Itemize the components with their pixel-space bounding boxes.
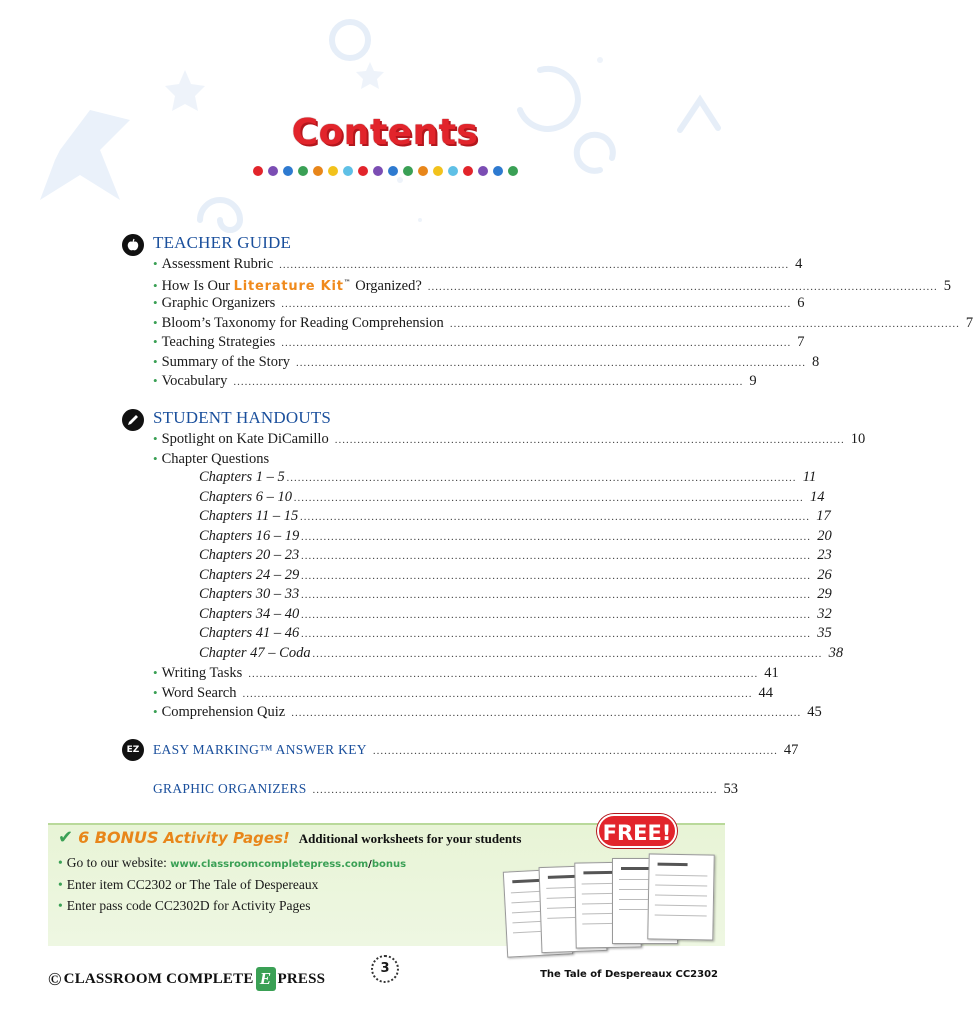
dot-leader: ............................................................................................................ — [312, 784, 718, 796]
toc-label: Teaching Strategies — [161, 334, 276, 350]
toc-label: Chapters 20 – 23 — [199, 547, 300, 563]
bullet: • — [153, 353, 158, 369]
toc-label: Chapters 11 – 15 — [199, 508, 299, 524]
toc-page: 35 — [817, 625, 832, 641]
decorative-dot — [343, 166, 353, 176]
toc-entry-chapter[interactable] — [199, 566, 832, 586]
toc-page: 38 — [828, 644, 844, 661]
publisher-logo-icon: E — [256, 967, 276, 991]
toc-page: 32 — [817, 605, 832, 622]
bonus-count: 6 BONUS — [78, 828, 159, 847]
toc-page: 5 — [943, 277, 952, 294]
toc-label: Chapter Questions — [161, 450, 270, 467]
dot-leader: ........................................................................................................................................ — [301, 589, 812, 601]
decorative-dot — [268, 166, 278, 176]
ez-icon: EZ — [122, 739, 144, 761]
dot-leader: ........................................................................................................................................ — [281, 337, 792, 349]
dot-leader: ........................................................................................................................................ — [291, 707, 802, 719]
pencil-icon — [122, 409, 144, 431]
toc-page: 8 — [812, 353, 820, 370]
bullet: • — [153, 314, 158, 330]
decorative-dot — [283, 166, 293, 176]
bullet: • — [153, 684, 158, 700]
dot-leader: ........................................................................................................................................ — [300, 511, 811, 523]
bullet: • — [153, 373, 158, 388]
toc-page: 6 — [797, 295, 805, 311]
toc-page: 17 — [816, 508, 831, 524]
dot-leader: ........................................................................................................................................ — [334, 434, 845, 446]
toc-label: Chapters 34 – 40 — [199, 605, 300, 622]
bullet: • — [153, 450, 158, 466]
decorative-dot — [463, 166, 473, 176]
toc-page: 7 — [797, 334, 805, 350]
toc-page: 4 — [795, 256, 803, 272]
decorative-dot — [418, 166, 428, 176]
toc-label: Vocabulary — [161, 373, 228, 389]
bullet: • — [153, 665, 158, 680]
toc-entry-chapter[interactable] — [199, 468, 817, 488]
toc-entry-chapter[interactable] — [199, 644, 844, 664]
bonus-title — [58, 827, 522, 848]
decorative-dot — [373, 166, 383, 176]
dot-leader: ............................................................................................................ — [372, 745, 778, 757]
toc-entry-chapter[interactable] — [199, 488, 825, 508]
bonus-line-passcode: • Enter pass code CC2302D for Activity Pages — [58, 898, 311, 913]
toc-entry-answer-key[interactable] — [153, 740, 799, 760]
dot-leader: ........................................................................................................................................ — [301, 550, 812, 562]
toc-page: 44 — [758, 684, 773, 701]
page-title: Contents — [291, 112, 479, 153]
dot-leader: ........................................................................................................................................ — [294, 491, 805, 504]
decorative-dot-row — [0, 166, 770, 176]
toc-entry[interactable] — [153, 293, 805, 313]
toc-page: 53 — [723, 781, 739, 797]
dot-leader: ........................................................................................................................................ — [296, 356, 807, 369]
toc-entry-chapter[interactable] — [199, 585, 832, 605]
toc-page: 45 — [807, 704, 822, 720]
toc-entry-chapter[interactable] — [199, 546, 832, 566]
decorative-dot — [358, 166, 368, 176]
decorative-dot — [328, 166, 338, 176]
bullet: • — [153, 334, 158, 349]
toc-label: Chapters 41 – 46 — [199, 625, 300, 641]
dot-leader: ........................................................................................................................................ — [312, 647, 823, 660]
toc-label: Chapters 6 – 10 — [199, 488, 293, 505]
toc-label: Comprehension Quiz — [161, 704, 286, 720]
toc-page: 23 — [817, 547, 832, 563]
toc-label: Writing Tasks — [161, 665, 243, 681]
decorative-dot — [508, 166, 518, 176]
bonus-url-link[interactable]: www.classroomcompletepress.com/bonus — [170, 859, 407, 870]
bullet: • — [153, 704, 158, 719]
bullet: • — [153, 277, 158, 293]
teacher-guide-heading: TEACHER GUIDE — [153, 233, 292, 252]
bullet: • — [153, 431, 158, 446]
dot-leader: ........................................................................................................................................ — [242, 687, 753, 700]
dot-leader: ........................................................................................................................................ — [301, 628, 812, 640]
toc-entry[interactable] — [153, 683, 773, 703]
apple-icon — [122, 234, 144, 256]
toc-page: 10 — [850, 431, 866, 447]
publisher-brand: © CLASSROOM COMPLETE E PRESS — [48, 967, 325, 991]
bonus-line-item: • Enter item CC2302 or The Tale of Despereaux — [58, 877, 319, 892]
toc-entry[interactable] — [153, 371, 757, 391]
bullet: • — [153, 295, 158, 310]
toc-entry[interactable] — [153, 254, 803, 274]
dot-leader: ........................................................................................................................................ — [281, 298, 792, 310]
dot-leader: ........................................................................................................................................ — [301, 530, 812, 543]
toc-label: Chapters 30 – 33 — [199, 586, 300, 602]
toc-label: Bloom’s Taxonomy for Reading Comprehension — [161, 314, 444, 331]
toc-label: GRAPHIC ORGANIZERS — [153, 781, 307, 796]
dot-leader: ........................................................................................................................................ — [449, 317, 960, 330]
book-title-code: The Tale of Despereaux CC2302 — [540, 969, 718, 980]
decorative-dot — [493, 166, 503, 176]
decorative-dot — [478, 166, 488, 176]
free-badge: FREE! — [597, 814, 677, 848]
toc-label: Chapters 16 – 19 — [199, 527, 300, 544]
toc-label: Chapters 1 – 5 — [199, 469, 285, 485]
bonus-activity: Activity Pages! — [163, 829, 290, 847]
toc-label: Summary of the Story — [161, 353, 291, 370]
toc-page: 11 — [802, 469, 817, 485]
toc-entry-chapter[interactable] — [199, 605, 832, 625]
dot-leader: ........................................................................................................................................ — [248, 668, 759, 680]
dot-leader: ........................................................................................................................................ — [301, 608, 812, 621]
bonus-additional: Additional worksheets for your students — [298, 831, 522, 846]
toc-entry[interactable] — [153, 449, 643, 469]
toc-page: 29 — [817, 586, 832, 602]
dot-leader: ........................................................................................................................................ — [279, 259, 790, 271]
decorative-dot — [388, 166, 398, 176]
toc-entry-chapter[interactable] — [199, 527, 832, 547]
toc-entry-graphic-organizers[interactable] — [153, 779, 739, 799]
toc-page: 26 — [817, 566, 832, 583]
worksheet-thumbnail — [647, 853, 714, 940]
decorative-dot — [298, 166, 308, 176]
decorative-dot — [433, 166, 443, 176]
decorative-dot — [313, 166, 323, 176]
decorative-dot — [448, 166, 458, 176]
dot-leader: ........................................................................................................................................ — [301, 569, 812, 582]
toc-entry[interactable] — [153, 663, 779, 683]
toc-page: 41 — [764, 665, 779, 681]
toc-label: Graphic Organizers — [161, 295, 276, 311]
dot-leader: ........................................................................................................................................ — [233, 376, 744, 388]
checkmark-icon: ✔ — [58, 827, 74, 847]
toc-entry[interactable] — [153, 332, 805, 352]
toc-label: Word Search — [161, 684, 237, 701]
toc-page: 14 — [810, 488, 825, 505]
toc-label: Spotlight on Kate DiCamillo — [161, 431, 329, 447]
toc-label: Assessment Rubric — [161, 256, 274, 272]
toc-entry[interactable] — [153, 702, 822, 722]
toc-entry[interactable] — [153, 352, 820, 372]
dot-leader: ........................................................................................................................................ — [427, 280, 938, 293]
page-number: 3 — [371, 955, 399, 983]
toc-page: 7 — [965, 314, 973, 331]
toc-entry-chapter[interactable] — [199, 624, 832, 644]
bonus-line-website: • Go to our website: www.classroomcompletepress.com/bonus — [58, 855, 407, 870]
decorative-dot — [403, 166, 413, 176]
toc-label: EASY MARKING™ ANSWER KEY — [153, 742, 367, 757]
toc-entry[interactable] — [153, 313, 973, 333]
toc-label-composite: How Is Our Literature Kit™ Organized? — [161, 277, 422, 294]
toc-label: Chapters 24 – 29 — [199, 566, 300, 583]
toc-page: 9 — [749, 373, 757, 389]
dot-leader: ........................................................................................................................................ — [286, 472, 797, 484]
toc-entry[interactable] — [153, 274, 952, 294]
decorative-dot — [253, 166, 263, 176]
toc-entry-chapter[interactable] — [199, 507, 831, 527]
toc-page: 20 — [817, 527, 832, 544]
toc-page: 47 — [783, 742, 799, 758]
toc-entry[interactable] — [153, 429, 866, 449]
literature-kit-brand: Literature Kit™ — [233, 278, 352, 294]
student-handouts-heading: STUDENT HANDOUTS — [153, 408, 332, 427]
bullet: • — [153, 256, 158, 271]
toc-label: Chapter 47 – Coda — [199, 644, 311, 661]
